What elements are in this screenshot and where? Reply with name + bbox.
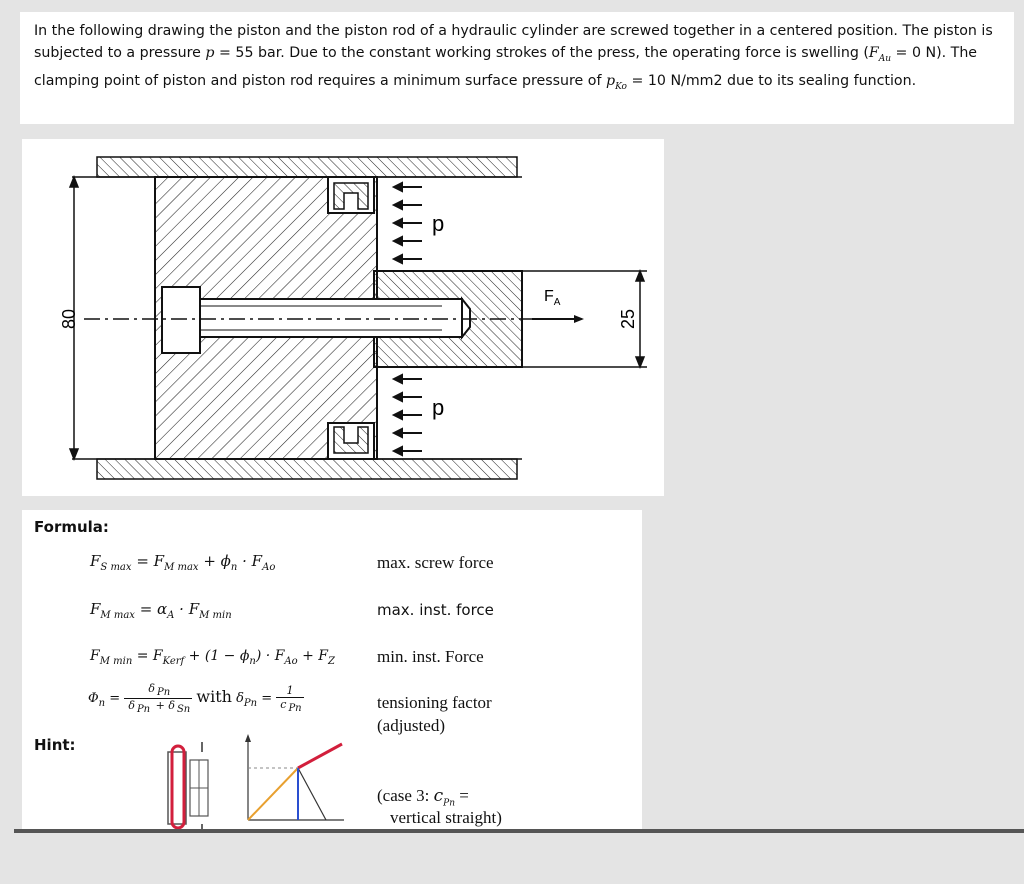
desc-max-inst-force: max. inst. force	[377, 601, 494, 619]
desc-screw-force: max. screw force	[377, 553, 494, 572]
desc-tensioning-factor-1: tensioning factor	[377, 693, 492, 712]
dimension-80-label: 80	[59, 308, 79, 330]
force-label: $F_A$	[544, 288, 561, 308]
formula-screw-force: $F_{S max} = F_{M max} + \phi_n \cdot F_{Ao}$	[90, 552, 276, 573]
seal-bottom	[328, 423, 374, 459]
divider	[14, 829, 1024, 833]
formula-section	[22, 510, 642, 831]
formula-heading: Formula:	[34, 518, 109, 536]
bolt-shank	[200, 299, 462, 337]
hint-label: Hint:	[34, 736, 76, 754]
desc-min-inst-force: min. inst. Force	[377, 647, 484, 666]
pressure-arrows-top	[394, 183, 422, 263]
pressure-arrows-bottom	[394, 375, 422, 455]
problem-text: In the following drawing the piston and the piston rod of a hydraulic cylinder are screwed together in a centered position. The piston is subjected to a pressure p = 55 bar. Due to the constant working strokes of the press, the operating force is swelling ($F_{Au} = 0$ N). The clamping point of piston and piston rod requires a minimum surface pressure of $p_{Ko} = 10$ N/mm2 due to its sealing function.	[34, 23, 993, 92]
piston-assembly-drawing	[22, 139, 664, 496]
desc-tensioning-factor-2: (adjusted)	[377, 716, 445, 735]
cylinder-wall-top	[97, 157, 517, 177]
formula-min-inst-force: $F_{M min} = F_{Kerf} + (1 - \phi_n) \cdot F_{Ao} + F_Z$	[90, 648, 335, 667]
case-note-line2: vertical straight)	[390, 808, 502, 827]
problem-statement	[20, 12, 1014, 124]
pressure-label-bottom: p	[432, 395, 445, 420]
pressure-label-top: p	[432, 211, 445, 236]
bolt-head	[162, 287, 200, 353]
seal-top	[328, 177, 374, 213]
case-note-line1: (case 3: $c_{Pn}$ =	[377, 786, 469, 809]
cylinder-wall-bottom	[97, 459, 517, 479]
dimension-25-label: 25	[618, 308, 638, 330]
technical-drawing	[22, 139, 664, 496]
hint-force-diagram	[228, 720, 358, 830]
formula-tensioning-factor: $\Phi_n$ = $\frac{\delta _{Pn}}{\delta _{Pn} + \delta _{Sn}}$ with $\delta_{Pn}$ = $\frac{1}{c _{Pn}}$	[88, 682, 302, 716]
formula-max-inst-force: $F_{M max} = \alpha_A \cdot F_{M min}$	[90, 600, 232, 621]
